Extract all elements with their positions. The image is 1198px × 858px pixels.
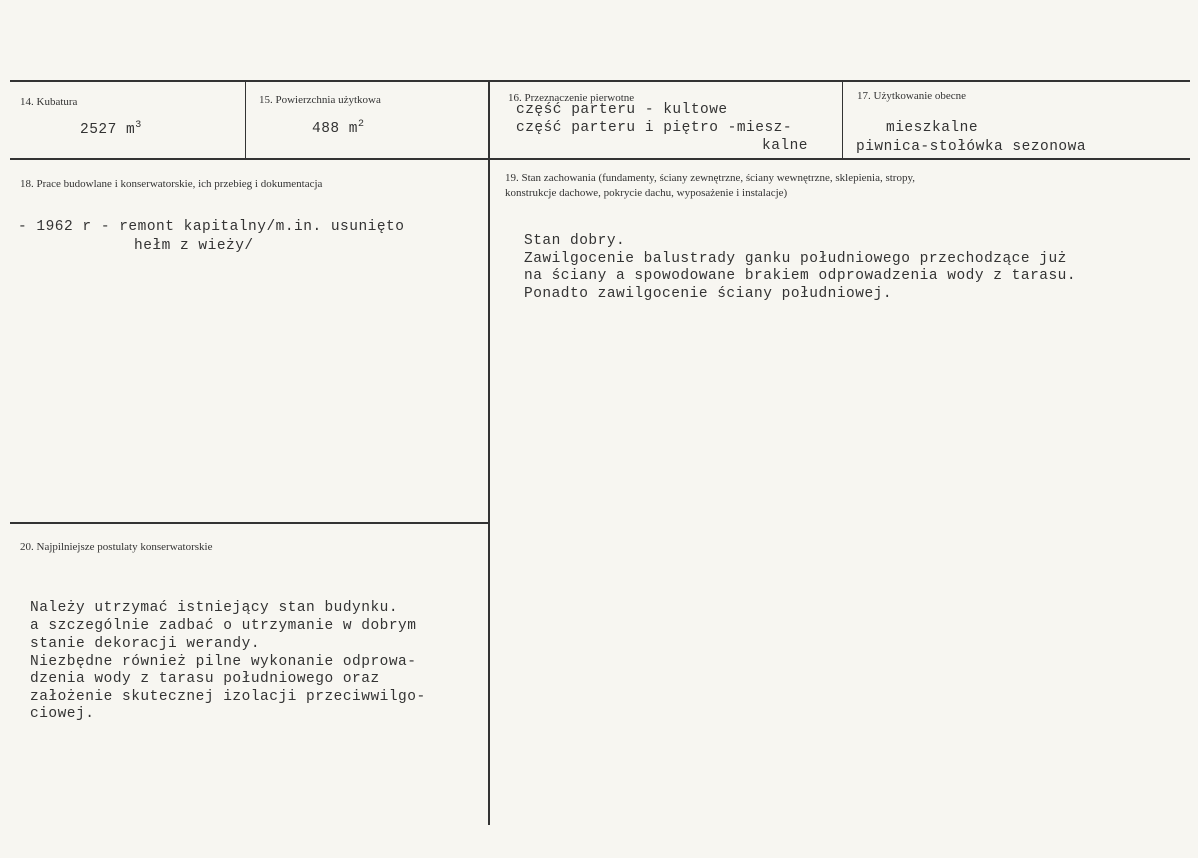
field-18-line-1: - 1962 r - remont kapitalny/m.in. usunięto [18,219,405,235]
field-15-label: 15. Powierzchnia użytkowa [259,94,381,106]
field-17-line-1: mieszkalne [886,120,979,136]
top-rule [10,80,1190,82]
field-19-label-line-1: 19. Stan zachowania (fundamenty, ściany zewnętrzne, ściany wewnętrzne, sklepienia, stropy, [505,172,916,184]
left-divider [10,522,489,524]
kubatura-exponent: 3 [135,120,142,132]
field-20-line-5: dzenia wody z tarasu południowego oraz [30,671,380,687]
field-20-line-1: Należy utrzymać istniejący stan budynku. [30,600,399,616]
field-20-line-4: Niezbędne również pilne wykonanie odprowa- [30,654,417,670]
field-19-line-1: Stan dobry. [524,233,626,249]
field-18-label: 18. Prace budowlane i konserwatorskie, ich przebieg i dokumentacja [20,178,323,190]
col-divider-2 [488,81,490,825]
field-17-line-2: piwnica-stołówka sezonowa [856,139,1087,155]
field-15-value [312,121,365,138]
field-16-line-1: część parteru - kultowe [516,102,728,118]
field-16-line-3: kalne [762,138,809,154]
field-18-line-2: hełm z wieży/ [134,238,254,254]
field-20-line-3: stanie dekoracji werandy. [30,636,261,652]
field-16-label: 16. Przeznaczenie pierwotne [508,92,635,104]
field-19-label-line-2: konstrukcje dachowe, pokrycie dachu, wyposażenie i instalacje) [505,187,788,199]
field-20-line-2: a szczególnie zadbać o utrzymanie w dobrym [30,618,417,634]
powierzchnia-value: 488 m [312,121,359,137]
field-19-line-2: Zawilgocenie balustrady ganku południowego przechodzące już [524,251,1067,267]
field-16-line-2: część parteru i piętro -miesz- [516,120,793,136]
kubatura-value: 2527 m [80,122,136,138]
field-14-label: 14. Kubatura [20,96,78,108]
field-17-label: 17. Użytkowanie obecne [857,90,967,102]
powierzchnia-exponent: 2 [358,119,365,131]
field-20-line-6: założenie skutecznej izolacji przeciwwilgo- [30,689,426,705]
col-divider-3 [842,81,843,159]
field-19-line-4: Ponadto zawilgocenie ściany południowej. [524,286,893,302]
field-14-value [80,122,142,139]
col-divider-1 [245,81,246,159]
field-20-line-7: ciowej. [30,706,95,722]
field-19-line-3: na ściany a spowodowane brakiem odprowadzenia wody z tarasu. [524,268,1077,284]
row-divider [10,158,1190,160]
field-20-label: 20. Najpilniejsze postulaty konserwatorskie [20,541,213,553]
